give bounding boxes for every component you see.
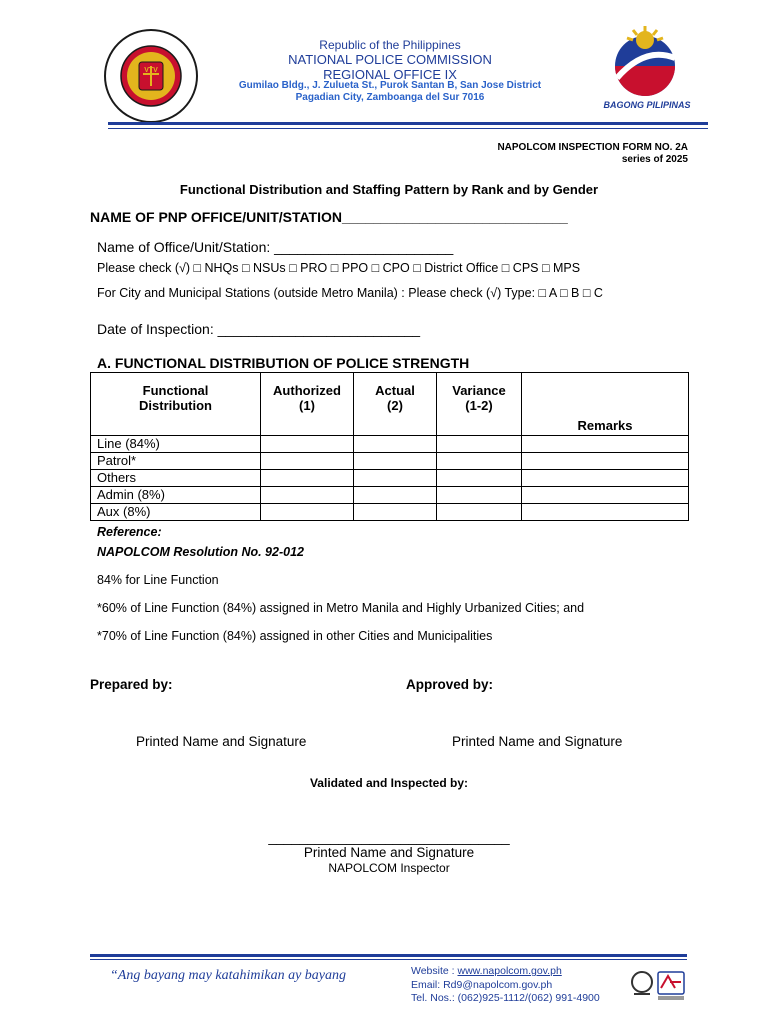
authorized-cell[interactable] [261, 504, 354, 521]
variance-cell[interactable] [437, 470, 522, 487]
footer-phone: Tel. Nos.: (062)925-1112/(062) 991-4900 [411, 992, 600, 1004]
authorized-cell[interactable] [261, 453, 354, 470]
regional-office: REGIONAL OFFICE IX [323, 67, 457, 82]
form-title: Functional Distribution and Staffing Pattern by Rank and by Gender [179, 182, 599, 197]
actual-cell[interactable] [354, 453, 437, 470]
row-label: Others [91, 470, 261, 487]
address-line-2: Pagadian City, Zamboanga del Sur 7016 [295, 92, 485, 103]
republic-line: Republic of the Philippines [319, 38, 461, 52]
reference-line-1: 84% for Line Function [97, 573, 219, 587]
col-functional-distribution: Functional Distribution [91, 373, 261, 436]
address-line-1: Gumilao Bldg., J. Zulueta St., Purok Santan B, San Jose District [238, 80, 542, 91]
table-row [91, 487, 689, 504]
remarks-cell[interactable] [522, 436, 689, 453]
actual-cell[interactable] [354, 436, 437, 453]
website-link[interactable]: www.napolcom.gov.ph [457, 965, 562, 977]
reference-line-3: *70% of Line Function (84%) assigned in other Cities and Municipalities [97, 629, 493, 643]
table-row [91, 436, 689, 453]
authorized-cell[interactable] [261, 436, 354, 453]
footer-divider-thin [90, 959, 687, 960]
col-authorized: Authorized (1) [261, 373, 354, 436]
commission-name: NATIONAL POLICE COMMISSION [288, 52, 492, 67]
office-type-checklist[interactable]: Please check (√) □ NHQs □ NSUs □ PRO □ PPO □ CPO □ District Office □ CPS □ MPS [97, 261, 581, 275]
functional-distribution-table [90, 372, 689, 521]
variance-cell[interactable] [437, 504, 522, 521]
footer-website: Website : www.napolcom.gov.ph [411, 965, 562, 977]
unit-station-label: NAME OF PNP OFFICE/UNIT/STATION_____________________________ [90, 209, 568, 225]
actual-cell[interactable] [354, 470, 437, 487]
reference-resolution: NAPOLCOM Resolution No. 92-012 [97, 545, 304, 559]
table-row [91, 453, 689, 470]
row-label: Aux (8%) [91, 504, 261, 521]
inspector-signature-line: _______________________________ [268, 829, 510, 845]
actual-cell[interactable] [354, 487, 437, 504]
form-series: series of 2025 [621, 154, 688, 165]
seal-initials: VTV [144, 67, 158, 74]
authorized-cell[interactable] [261, 470, 354, 487]
prepared-signature: Printed Name and Signature [136, 734, 307, 749]
header-divider [108, 122, 708, 125]
inspector-signature: Printed Name and Signature [303, 845, 475, 860]
variance-cell[interactable] [437, 436, 522, 453]
remarks-cell[interactable] [522, 504, 689, 521]
table-row [91, 504, 689, 521]
approved-signature: Printed Name and Signature [452, 734, 623, 749]
col-actual: Actual (2) [354, 373, 437, 436]
footer-email: Email: Rd9@napolcom.gov.ph [411, 979, 553, 991]
section-a-title: A. FUNCTIONAL DISTRIBUTION OF POLICE STRENGTH [97, 355, 470, 371]
table-header-row [91, 373, 689, 436]
approved-by-label: Approved by: [406, 677, 494, 692]
authorized-cell[interactable] [261, 487, 354, 504]
bagong-pilipinas-text: BAGONG PILIPINAS [603, 100, 691, 110]
napolcom-seal [103, 28, 199, 124]
reference-label: Reference: [97, 525, 162, 539]
remarks-cell[interactable] [522, 487, 689, 504]
table-row [91, 470, 689, 487]
inspection-date-field[interactable]: Date of Inspection: __________________________ [97, 321, 421, 337]
inspector-title: NAPOLCOM Inspector [328, 861, 450, 875]
col-remarks: Remarks [522, 373, 689, 436]
office-name-field[interactable]: Name of Office/Unit/Station: _______________________ [97, 239, 454, 255]
row-label: Admin (8%) [91, 487, 261, 504]
reference-line-2: *60% of Line Function (84%) assigned in Metro Manila and Highly Urbanized Cities; and [97, 601, 585, 615]
remarks-cell[interactable] [522, 453, 689, 470]
footer-motto: “Ang bayang may katahimikan ay bayang [110, 968, 347, 983]
form-number: NAPOLCOM INSPECTION FORM NO. 2A [497, 142, 688, 153]
actual-cell[interactable] [354, 504, 437, 521]
header-divider-thin [108, 128, 708, 129]
footer-divider [90, 954, 687, 957]
certification-logo-icon [628, 968, 688, 1004]
remarks-cell[interactable] [522, 470, 689, 487]
col-variance: Variance (1-2) [437, 373, 522, 436]
row-label: Line (84%) [91, 436, 261, 453]
variance-cell[interactable] [437, 487, 522, 504]
validated-by-label: Validated and Inspected by: [309, 776, 469, 790]
variance-cell[interactable] [437, 453, 522, 470]
prepared-by-label: Prepared by: [90, 677, 173, 692]
row-label: Patrol* [91, 453, 261, 470]
station-type-checklist[interactable]: For City and Municipal Stations (outside Metro Manila) : Please check (√) Type: □ A □ B □ C [97, 286, 603, 300]
